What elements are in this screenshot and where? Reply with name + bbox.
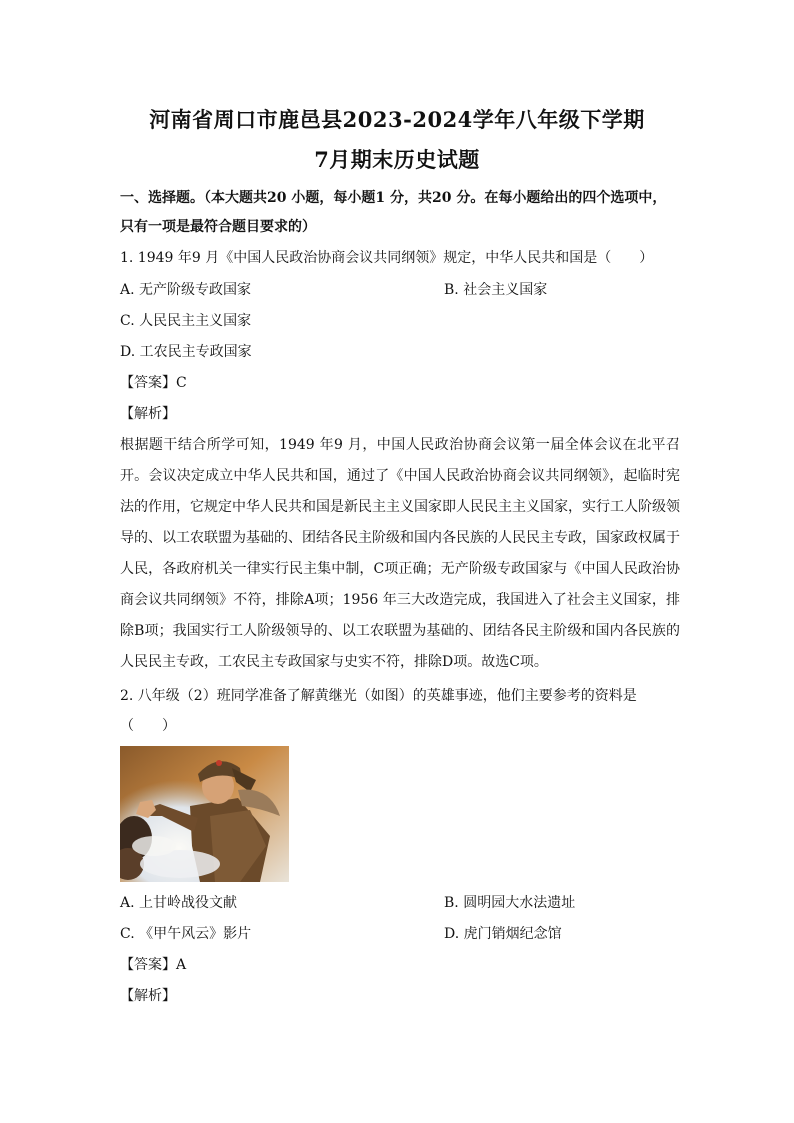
q2-analysis-label: 【解析】 — [120, 988, 176, 1004]
q1-option-a: A. 无产阶级专政国家 — [120, 282, 252, 298]
huang-jiguang-illustration — [120, 746, 289, 882]
q1-analysis-label: 【解析】 — [120, 406, 176, 422]
section-heading-line1: 一、选择题。（本大题共20 小题，每小题1 分，共20 分。在每小题给出的四个选项中， — [120, 190, 667, 206]
q1-option-d: D. 工农民主专政国家 — [120, 344, 252, 360]
q2-stem-line1: 2. 八年级（2）班同学准备了解黄继光（如图）的英雄事迹，他们主要参考的资料是 — [120, 688, 637, 704]
q2-option-c: C. 《甲午风云》影片 — [120, 926, 252, 942]
q2-option-a: A. 上甘岭战役文献 — [120, 895, 238, 911]
q2-option-d: D. 虎门销烟纪念馆 — [444, 926, 562, 942]
q2-answer: 【答案】A — [120, 957, 187, 973]
q1-stem: 1. 1949 年9 月《中国人民政治协商会议共同纲领》规定，中华人民共和国是（ ） — [120, 250, 654, 266]
q1-analysis-text: 根据题干结合所学可知，1949 年9 月，中国人民政治协商会议第一届全体会议在北平召开。会议决定成立中华人民共和国，通过了《中国人民政治协商会议共同纲领》，起临时宪法的作用，它规定中华人民共和国是新民主主义国家即人民民主主义国家，实行工人阶级领导的、以工农联盟为基础的、团结各民主阶级和国内各民族的人民民主专政，国家政权属于人民，各政府机关一律实行民主集中制，C项正确；无产阶级专政国家与《中国人民政治协商会议共同纲领》不符，排除A项；1956 年三大改造完成，我国进入了社会主义国家，排除B项；我国实行工人阶级领导的、以工农联盟为基础的、团结各民主阶级和国内各民族的人民民主专政，工农民主专政国家与史实不符，排除D项。故选C项。 — [120, 437, 680, 670]
q1-option-c: C. 人民民主主义国家 — [120, 313, 252, 329]
q2-option-b: B. 圆明园大水法遗址 — [444, 895, 576, 911]
q1-answer: 【答案】C — [120, 375, 187, 391]
exam-title-line2: 7月期末历史试题 — [314, 147, 480, 172]
section-heading-line2: 只有一项是最符合题目要求的） — [120, 219, 316, 235]
q2-stem-line2: （ ） — [120, 718, 176, 734]
exam-title-line1: 河南省周口市鹿邑县2023-2024学年八年级下学期 — [149, 107, 645, 132]
q1-option-b: B. 社会主义国家 — [444, 282, 548, 298]
